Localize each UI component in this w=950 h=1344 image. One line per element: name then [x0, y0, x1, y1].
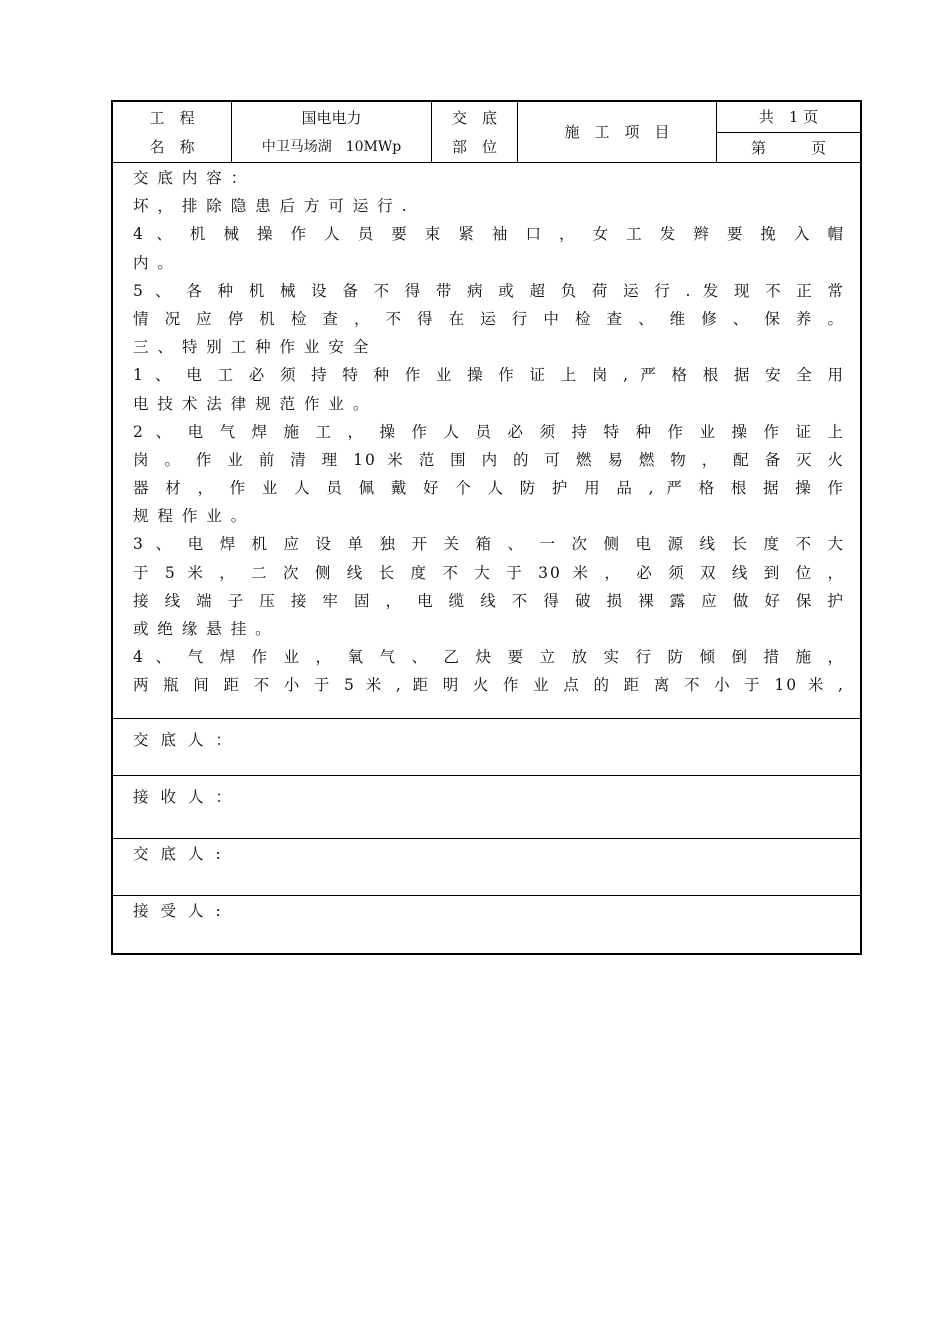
signature-divider-1: [113, 775, 860, 776]
content-line: 规 程 作 业 。: [133, 507, 249, 526]
disclosure-content: [133, 164, 845, 700]
project-name-line-1: 国电电力: [301, 109, 362, 127]
content-line: 器 材 ， 作 业 人 员 佩 戴 好 个 人 防 护 用 品 , 严 格 根 据 操 作: [133, 479, 845, 498]
content-line: 4 、 机 械 操 作 人 员 要 束 紧 袖 口 ， 女 工 发 辫 要 挽 入 帽: [133, 225, 845, 244]
project-label-line-1: 工 程: [149, 109, 195, 127]
signature-divider-2: [113, 838, 860, 839]
construction-item-label: 施 工 项 目: [564, 123, 670, 141]
acceptor-signature-label: 接受人:: [133, 902, 233, 920]
position-label-line-2: 部 位: [451, 138, 497, 156]
discloser-signature-label-1: 交底人：: [133, 731, 244, 749]
project-label-line-2: 名 称: [149, 138, 195, 156]
content-line: 电 技 术 法 律 规 范 作 业 。: [133, 394, 371, 413]
content-line: 接 线 端 子 压 接 牢 固 ， 电 缆 线 不 得 破 损 裸 露 应 做 好 保 护: [133, 591, 845, 610]
page-count-divider: [716, 132, 860, 133]
discloser-signature-label-2: 交底人:: [133, 845, 233, 863]
disclosure-form: [111, 100, 862, 955]
position-label-line-1: 交 底: [451, 109, 497, 127]
content-line: 情 况 应 停 机 检 查 ， 不 得 在 运 行 中 检 查 、 维 修 、 保 养 。: [133, 309, 845, 328]
content-line: 或 绝 缘 悬 挂 。: [133, 620, 273, 638]
receiver-signature-label: 接收人：: [133, 788, 244, 806]
content-line: 三 、 特 别 工 种 作 业 安 全: [133, 338, 371, 357]
content-line: 于 5 米 ， 二 次 侧 线 长 度 不 大 于 30 米 ， 必 须 双 线 到 位 ，: [133, 563, 845, 582]
content-line: 5 、 各 种 机 械 设 备 不 得 带 病 或 超 负 荷 运 行 . 发 现 不 正 常: [133, 281, 845, 300]
page-number: 第 页: [750, 139, 826, 157]
content-line: 2 、 电 气 焊 施 工 ， 操 作 人 员 必 须 持 特 种 作 业 操 作 证 上: [133, 422, 845, 441]
content-heading: 交 底 内 容 ：: [133, 169, 249, 187]
content-line: 坏 ， 排 除 隐 患 后 方 可 运 行 .: [133, 197, 409, 216]
signature-section-top-border: [113, 718, 860, 719]
content-line: 3 、 电 焊 机 应 设 单 独 开 关 箱 、 一 次 侧 电 源 线 长 度 不 大: [133, 535, 845, 554]
content-line: 岗 。 作 业 前 清 理 10 米 范 围 内 的 可 燃 易 燃 物 ， 配 备 灭 火: [133, 450, 845, 469]
content-line: 1 、 电 工 必 须 持 特 种 作 业 操 作 证 上 岗 , 严 格 根 据 安 全 用: [133, 366, 845, 385]
total-pages: 共 1 页: [758, 108, 819, 126]
content-line: 两 瓶 间 距 不 小 于 5 米 , 距 明 火 作 业 点 的 距 离 不 小 于 10 米 ,: [133, 676, 845, 695]
project-name-line-2: 中卫马场湖 10MWp: [261, 139, 402, 155]
signature-divider-3: [113, 895, 860, 896]
content-line: 内 。: [133, 253, 175, 272]
content-line: 4 、 气 焊 作 业 ， 氧 气 、 乙 炔 要 立 放 实 行 防 倾 倒 措 施 ，: [133, 648, 845, 667]
